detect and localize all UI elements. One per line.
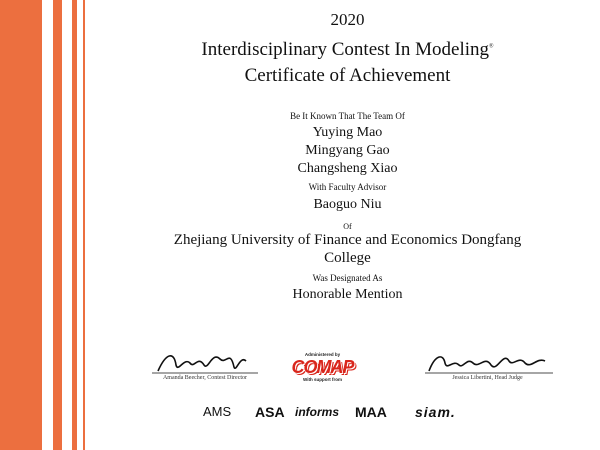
sponsor-logos	[203, 402, 473, 422]
maa-logo: MAA	[355, 404, 387, 420]
certificate-title: Certificate of Achievement	[244, 65, 451, 86]
director-caption: Amanda Beecher, Contest Director	[162, 375, 248, 381]
judge-signature	[415, 345, 560, 379]
faculty-advisor: Baoguo Niu	[313, 197, 382, 212]
team-member: Yuying Mao	[312, 125, 383, 140]
institution-line-2: College	[324, 250, 371, 266]
director-signature	[140, 345, 270, 379]
certificate-body	[95, 0, 600, 450]
stripe-thin	[83, 0, 85, 450]
of-label: Of	[343, 222, 352, 231]
support-label: With support from	[303, 377, 342, 382]
administered-label: Administered by	[304, 352, 341, 357]
comap-block	[285, 352, 360, 382]
year: 2020	[330, 10, 365, 29]
director-signature-block	[140, 345, 270, 381]
award-level: Honorable Mention	[292, 287, 403, 302]
team-member: Mingyang Gao	[305, 143, 390, 158]
siam-logo: siam.	[415, 404, 456, 420]
judge-caption: Jessica Libertini, Head Judge	[452, 375, 523, 381]
institution-line-1: Zhejiang University of Finance and Economics Dongfang	[173, 232, 522, 248]
asa-logo: ASA	[255, 404, 285, 420]
comap-logo: COMAP	[291, 357, 354, 377]
contest-title: Interdisciplinary Contest In Modeling	[201, 39, 490, 60]
contest-name	[95, 39, 600, 61]
advisor-label: With Faculty Advisor	[308, 182, 387, 192]
team-member: Changsheng Xiao	[297, 161, 398, 176]
decorative-stripes	[0, 0, 90, 450]
ams-logo: AMS	[203, 404, 232, 419]
stripe-wide	[0, 0, 42, 450]
registered-mark: ®	[489, 43, 494, 50]
designated-label: Was Designated As	[312, 273, 383, 283]
stripe-narrow	[72, 0, 77, 450]
known-line: Be It Known That The Team Of	[290, 111, 405, 121]
stripe-medium	[53, 0, 62, 450]
informs-logo: informs	[295, 405, 340, 419]
judge-signature-block	[415, 345, 560, 381]
